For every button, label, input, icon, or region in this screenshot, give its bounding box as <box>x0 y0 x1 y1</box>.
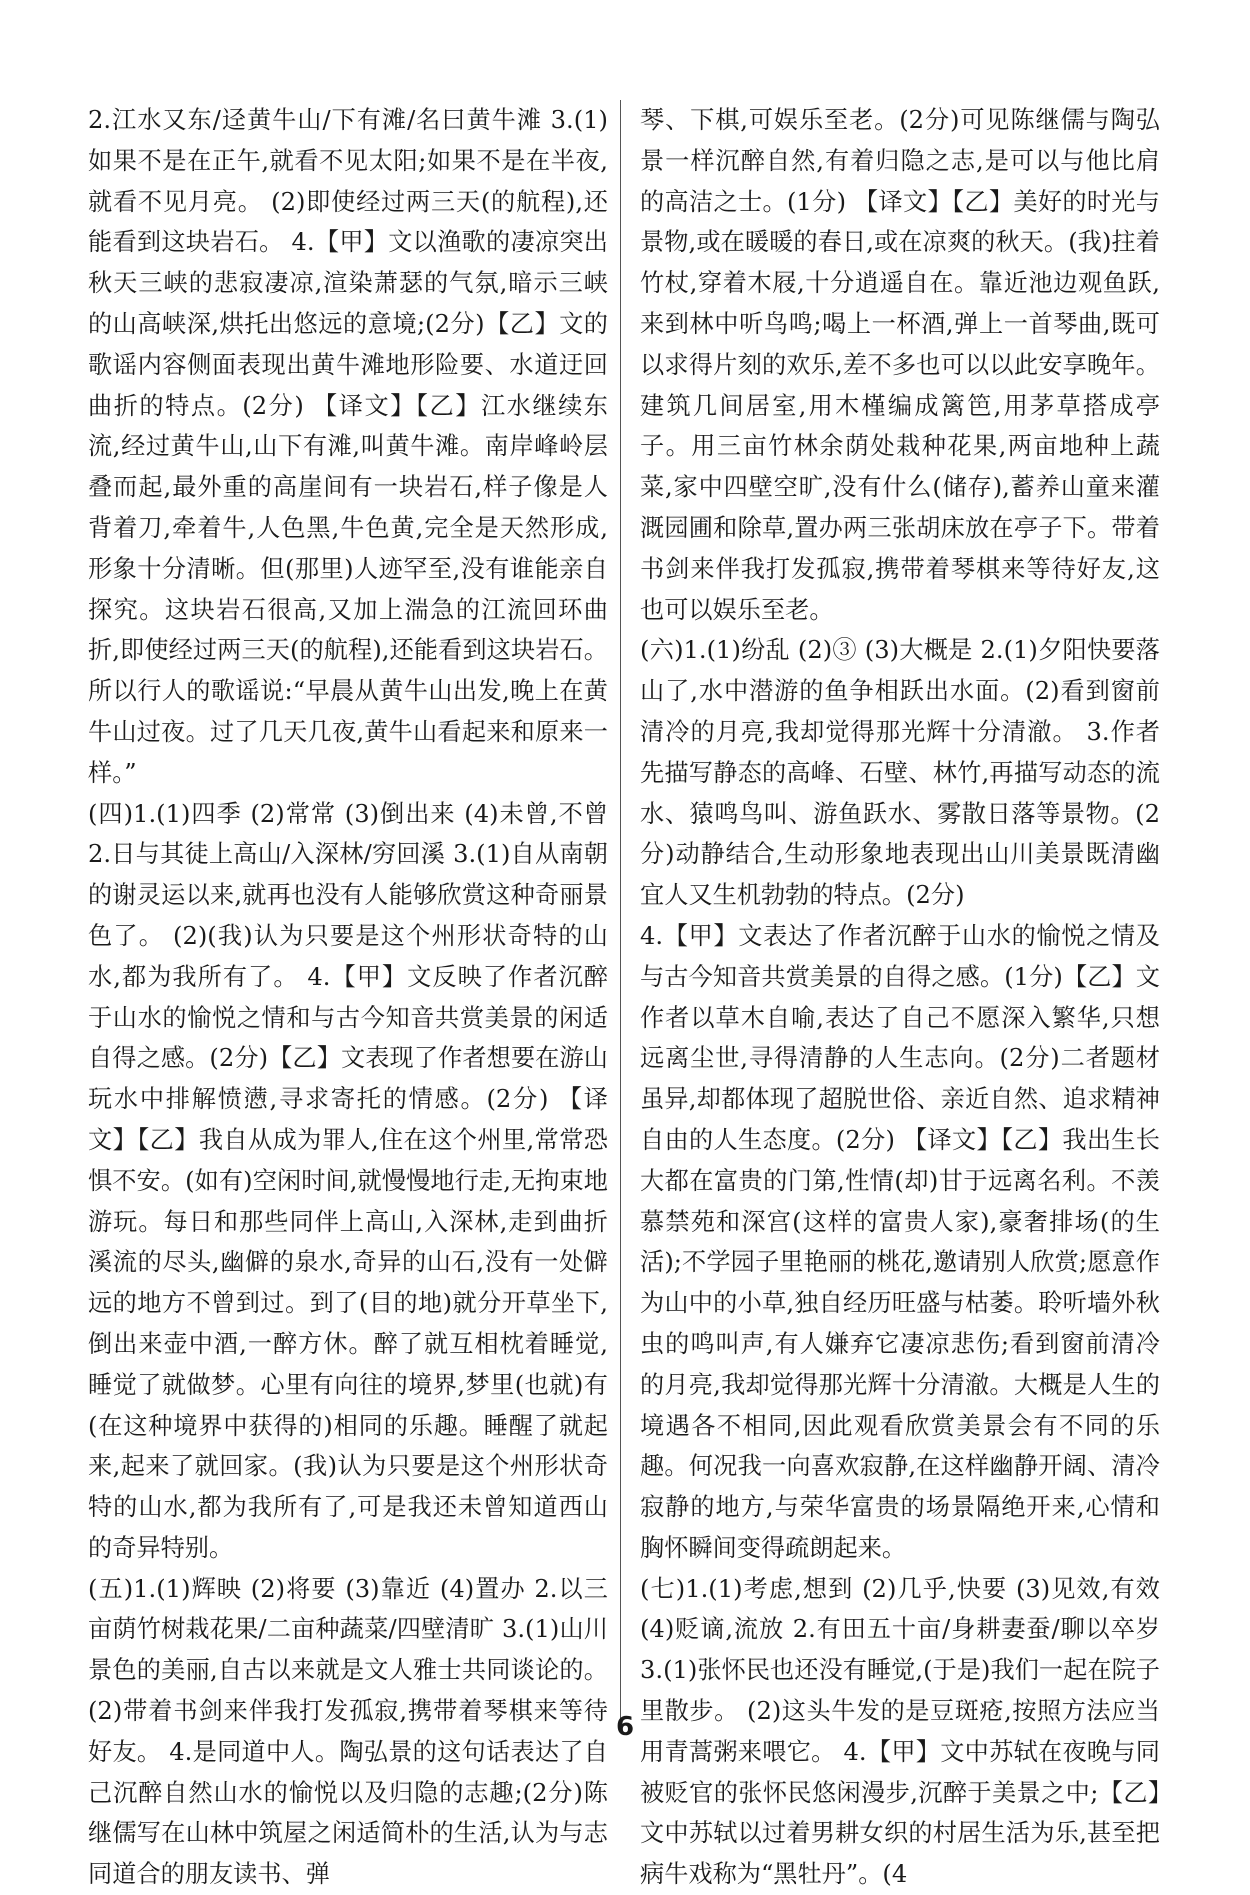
answer-block-4: (四)1.(1)四季 (2)常常 (3)倒出来 (4)未曾,不曾 2.日与其徒上高山/入深林/穷回溪 3.(1)自从南朝的谢灵运以来,就再也没有人能够欣赏这种奇丽景色了。 (2)(我)认为只要是这个州形状奇特的山水,都为我所有了。 4.【甲】文反映了作者沉醉于山水的愉悦之情和与古今知音共赏美景的闲适自得之感。(2分)【乙】文表现了作者想要在游山玩水中排解愤懑,寻求寄托的情感。(2分) 【译文】【乙】我自从成为罪人,住在这个州里,常常恐惧不安。(如有)空闲时间,就慢慢地行走,无拘束地游玩。每日和那些同伴上高山,入深林,走到曲折溪流的尽头,幽僻的泉水,奇异的山石,没有一处僻远的地方不曾到过。到了(目的地)就分开草坐下,倒出来壶中酒,一醉方休。醉了就互相枕着睡觉,睡觉了就做梦。心里有向往的境界,梦里(也就)有(在这种境界中获得的)相同的乐趣。睡醒了就起来,起来了就回家。(我)认为只要是这个州形状奇特的山水,都为我所有了,可是我还未曾知道西山的奇异特别。 <box>88 799 608 1562</box>
answer-block-5: (五)1.(1)辉映 (2)将要 (3)靠近 (4)置办 2.以三亩荫竹树栽花果/二亩种蔬菜/四壁清旷 3.(1)山川景色的美丽,自古以来就是文人雅士共同谈论的。 (2)带着书剑来伴我打发孤寂,携带着琴棋来等待好友。 4.是同道中人。陶弘景的这句话表达了自己沉醉自然山水的愉悦以及归隐的志趣;(2分)陈继儒写在山林中筑屋之闲适简朴的生活,认为与志同道合的朋友读书、弹 <box>88 1574 608 1889</box>
answer-block-3-translation: 2.江水又东/迳黄牛山/下有滩/名曰黄牛滩 3.(1)如果不是在正午,就看不见太阳;如果不是在半夜,就看不见月亮。 (2)即使经过两三天(的航程),还能看到这块岩石。 4.【甲】文以渔歌的凄凉突出秋天三峡的悲寂凄凉,渲染萧瑟的气氛,暗示三峡的山高峡深,烘托出悠远的意境;(2分)【乙】文的歌谣内容侧面表现出黄牛滩地形险要、水道迂回曲折的特点。(2分) 【译文】【乙】江水继续东流,经过黄牛山,山下有滩,叫黄牛滩。南岸峰岭层叠而起,最外重的高崖间有一块岩石,样子像是人背着刀,牵着牛,人色黑,牛色黄,完全是天然形成,形象十分清晰。但(那里)人迹罕至,没有谁能亲自探究。这块岩石很高,又加上湍急的江流回环曲折,即使经过两三天(的航程),还能看到这块岩石。所以行人的歌谣说:“早晨从黄牛山出发,晚上在黄牛山过夜。过了几天几夜,黄牛山看起来和原来一样。” <box>88 106 608 787</box>
column-divider <box>620 100 621 1720</box>
answer-block-6: (六)1.(1)纷乱 (2)③ (3)大概是 2.(1)夕阳快要落山了,水中潜游的鱼争相跃出水面。(2)看到窗前清冷的月亮,我却觉得那光辉十分清澈。 3.作者先描写静态的高峰、石壁、林竹,再描写动态的流水、猿鸣鸟叫、游鱼跃水、雾散日落等景物。(2分)动静结合,生动形象地表现出山川美景既清幽宜人又生机勃勃的特点。(2分) <box>640 636 1160 910</box>
page-number: 6 <box>615 1712 635 1742</box>
right-column <box>640 100 1160 1895</box>
answer-block-5-continued: 琴、下棋,可娱乐至老。(2分)可见陈继儒与陶弘景一样沉醉自然,有着归隐之志,是可以与他比肩的高洁之士。(1分) 【译文】【乙】美好的时光与景物,或在暖暖的春日,或在凉爽的秋天。(我)拄着竹杖,穿着木屐,十分逍遥自在。靠近池边观鱼跃,来到林中听鸟鸣;喝上一杯酒,弹上一首琴曲,既可以求得片刻的欢乐,差不多也可以以此安享晚年。建筑几间居室,用木槿编成篱笆,用茅草搭成亭子。用三亩竹林余荫处栽种花果,两亩地种上蔬菜,家中四壁空旷,没有什么(储存),蓄养山童来灌溉园圃和除草,置办两三张胡床放在亭子下。带着书剑来伴我打发孤寂,携带着琴棋来等待好友,这也可以娱乐至老。 <box>640 106 1160 624</box>
answer-block-6-question-4: 4.【甲】文表达了作者沉醉于山水的愉悦之情及与古今知音共赏美景的自得之感。(1分)【乙】文作者以草木自喻,表达了自己不愿深入繁华,只想远离尘世,寻得清静的人生志向。(2分)二者题材虽异,却都体现了超脱世俗、亲近自然、追求精神自由的人生态度。(2分) 【译文】【乙】我出生长大都在富贵的门第,性情(却)甘于远离名利。不羡慕禁苑和深宫(这样的富贵人家),豪奢排场(的生活);不学园子里艳丽的桃花,邀请别人欣赏;愿意作为山中的小草,独自经历旺盛与枯萎。聆听墙外秋虫的鸣叫声,有人嫌弃它凄凉悲伤;看到窗前清冷的月亮,我却觉得那光辉十分清澈。大概是人生的境遇各不相同,因此观看欣赏美景会有不同的乐趣。何况我一向喜欢寂静,在这样幽静开阔、清冷寂静的地方,与荣华富贵的场景隔绝开来,心情和胸怀瞬间变得疏朗起来。 <box>640 921 1160 1562</box>
left-column <box>88 100 608 1895</box>
answer-block-7: (七)1.(1)考虑,想到 (2)几乎,快要 (3)见效,有效 (4)贬谪,流放 2.有田五十亩/身耕妻蚕/聊以卒岁 3.(1)张怀民也还没有睡觉,(于是)我们一起在院子里散步。 (2)这头牛发的是豆斑疮,按照方法应当用青蒿粥来喂它。 4.【甲】文中苏轼在夜晚与同被贬官的张怀民悠闲漫步,沉醉于美景之中;【乙】文中苏轼以过着男耕女织的村居生活为乐,甚至把病牛戏称为“黑牡丹”。(4 <box>640 1574 1160 1889</box>
